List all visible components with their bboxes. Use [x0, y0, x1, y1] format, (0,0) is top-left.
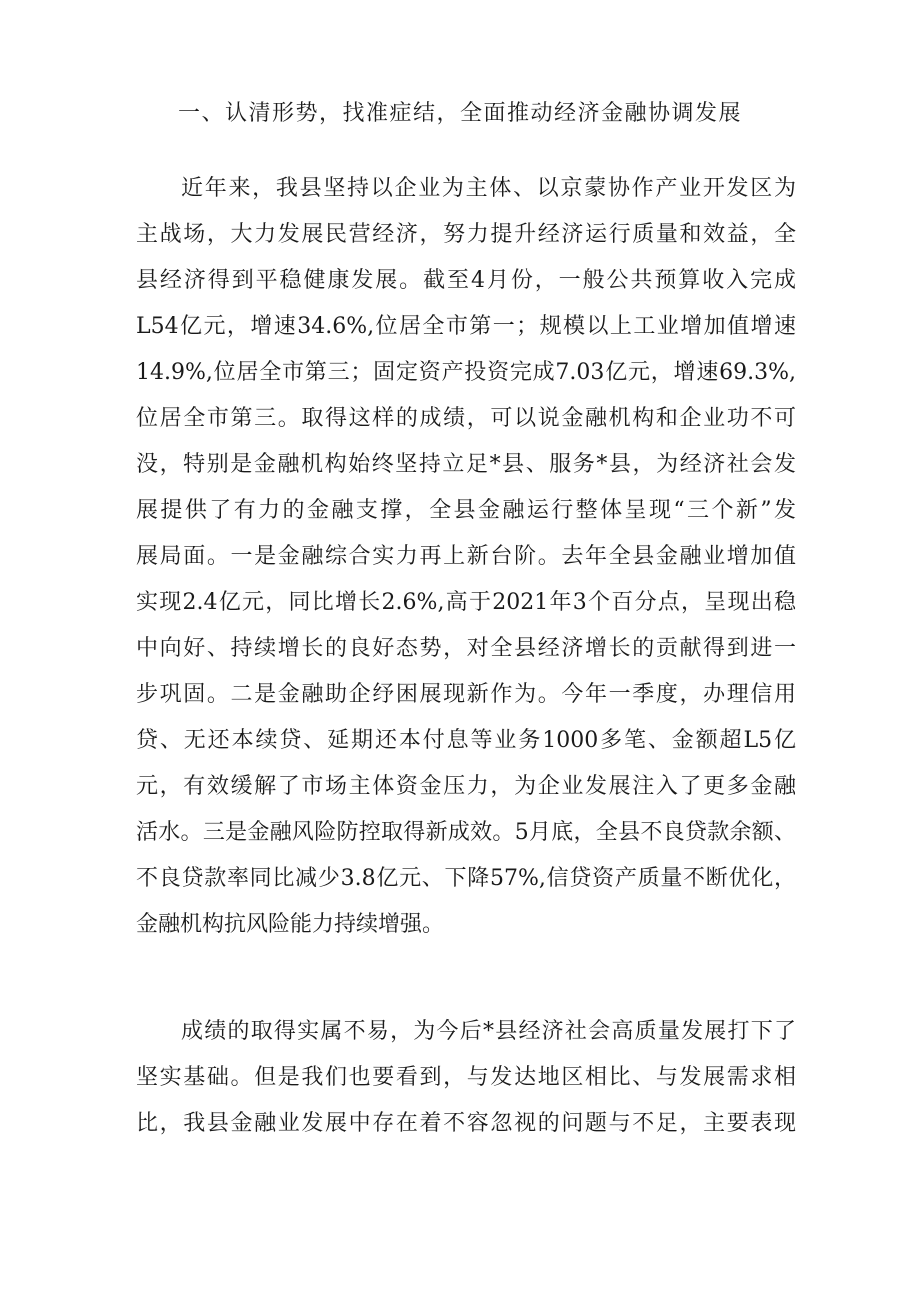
paragraph-line: 步巩固。二是金融助企纾困展现新作为。今年一季度，办理信用 [136, 682, 796, 707]
paragraph-line: 贷、无还本续贷、延期还本付息等业务1000多笔、金额超L5亿 [136, 728, 796, 753]
paragraph-line: 坚实基础。但是我们也要看到，与发达地区相比、与发展需求相 [136, 1065, 796, 1090]
paragraph-line: 活水。三是金融风险防控取得新成效。5月底，全县不良贷款余额、 [136, 820, 796, 845]
paragraph-line: 没，特别是金融机构始终坚持立足*县、服务*县，为经济社会发 [136, 452, 796, 477]
paragraph-line: 不良贷款率同比减少3.8亿元、下降57%,信贷资产质量不断优化， [136, 866, 796, 891]
paragraph-line: L54亿元，增速34.6%,位居全市第一；规模以上工业增加值增速 [136, 314, 796, 339]
paragraph-line: 比，我县金融业发展中存在着不容忽视的问题与不足，主要表现 [136, 1111, 796, 1136]
paragraph-line: 成绩的取得实属不易，为今后*县经济社会高质量发展打下了 [181, 1019, 796, 1044]
paragraph-line: 金融机构抗风险能力持续增强。 [136, 912, 445, 937]
section-heading: 一、认清形势，找准症结，全面推动经济金融协调发展 [177, 101, 742, 126]
paragraph-line: 展局面。一是金融综合实力再上新台阶。去年全县金融业增加值 [136, 544, 796, 569]
paragraph-economic-overview [136, 166, 796, 948]
paragraph-line: 主战场，大力发展民营经济，努力提升经济运行质量和效益，全 [136, 222, 796, 247]
paragraph-line: 县经济得到平稳健康发展。截至4月份，一般公共预算收入完成 [136, 268, 796, 293]
paragraph-line: 位居全市第三。取得这样的成绩，可以说金融机构和企业功不可 [136, 406, 796, 431]
paragraph-line: 元，有效缓解了市场主体资金压力，为企业发展注入了更多金融 [136, 774, 796, 799]
paragraph-line: 中向好、持续增长的良好态势，对全县经济增长的贡献得到进一 [136, 636, 796, 661]
paragraph-line: 14.9%,位居全市第三；固定资产投资完成7.03亿元，增速69.3%, [136, 360, 796, 385]
paragraph-line: 实现2.4亿元，同比增长2.6%,高于2021年3个百分点，呈现出稳 [136, 590, 796, 615]
paragraph-line: 展提供了有力的金融支撑，全县金融运行整体呈现“三个新”发 [136, 498, 796, 523]
paragraph-line: 近年来，我县坚持以企业为主体、以京蒙协作产业开发区为 [181, 176, 796, 201]
paragraph-problems-intro [136, 1009, 796, 1147]
